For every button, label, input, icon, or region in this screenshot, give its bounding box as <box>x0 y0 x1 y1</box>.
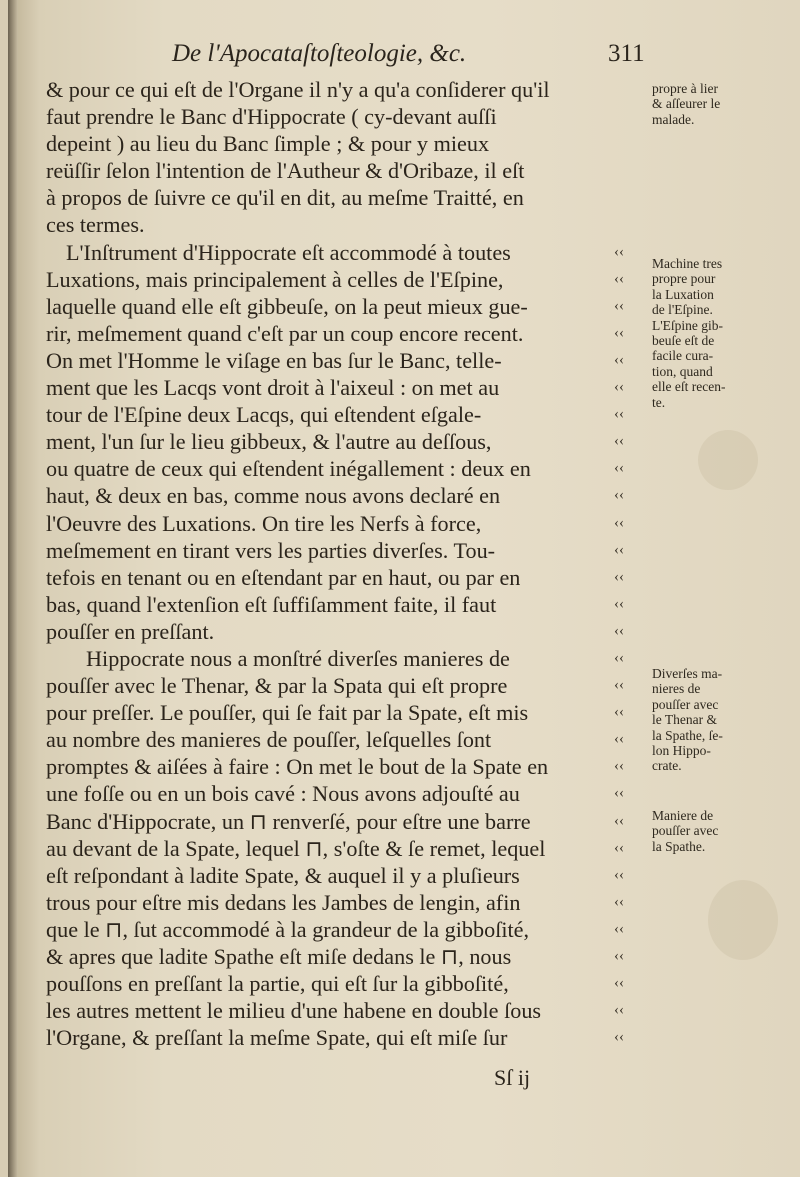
text-line-content: L'Inſtrument d'Hippocrate eſt accommodé à toutes <box>66 239 511 265</box>
text-line-content: pouſſer avec le Thenar, & par la Spata qui eſt propre <box>46 673 508 699</box>
margin-note-line: nieres de <box>652 681 701 697</box>
margin-note-line: facile cura- <box>652 348 714 364</box>
quote-mark: ‹‹ <box>614 433 624 450</box>
quote-mark: ‹‹ <box>614 920 624 937</box>
margin-note-line: Maniere de <box>652 808 714 823</box>
text-line <box>46 103 642 130</box>
running-header <box>172 40 682 80</box>
margin-note-line: beuſe eſt de <box>652 333 715 349</box>
text-line <box>46 130 642 157</box>
quoted-line <box>46 591 624 618</box>
book-gutter <box>8 0 18 1177</box>
margin-note-line: pouſſer avec <box>652 823 719 839</box>
quote-mark: ‹‹ <box>614 866 624 883</box>
quoted-line <box>46 320 624 347</box>
margin-note-line: la Spathe. <box>652 838 706 854</box>
text-line-content: Luxations, mais principalement à celles de l'Eſpine, <box>46 266 504 292</box>
text-line-content: & pour ce qui eſt de l'Organe il n'y a qu'a conſiderer qu'il <box>46 77 550 102</box>
quoted-line <box>46 835 624 862</box>
quoted-line <box>46 455 624 482</box>
margin-note-line: crate. <box>652 758 682 774</box>
quoted-line <box>46 808 624 835</box>
signature-mark: Sſ ij <box>494 1065 531 1090</box>
text-line-content: On met l'Homme le viſage en bas ſur le Banc, telle- <box>46 347 502 373</box>
quote-mark: ‹‹ <box>614 568 624 585</box>
quote-mark: ‹‹ <box>614 785 624 802</box>
page-number: 311 <box>608 40 645 67</box>
text-line-content: que le ⊓, ſut accommodé à la grandeur de la gibboſité, <box>46 916 530 942</box>
body-text <box>46 76 642 1051</box>
quote-mark: ‹‹ <box>614 948 624 964</box>
quoted-line <box>46 401 624 428</box>
margin-note-line: te. <box>652 394 666 410</box>
quote-mark: ‹‹ <box>614 379 624 396</box>
quoted-line <box>46 780 624 807</box>
margin-note-thenar <box>652 666 782 774</box>
text-line-content: ces termes. <box>46 212 145 238</box>
quoted-line <box>46 645 624 672</box>
quote-mark: ‹‹ <box>614 541 624 558</box>
quoted-line <box>46 943 624 970</box>
margin-note-line: lon Hippo- <box>652 743 711 759</box>
margin-note-line: propre pour <box>652 271 716 287</box>
text-line <box>46 211 642 238</box>
text-line-content: l'Oeuvre des Luxations. On tire les Nerfs à force, <box>46 510 482 536</box>
quote-mark: ‹‹ <box>614 704 624 721</box>
text-line-content: meſmement en tirant vers les parties diverſes. Tou- <box>46 537 496 563</box>
paper-stain <box>698 430 758 490</box>
quote-mark: ‹‹ <box>614 406 624 423</box>
margin-note-spine-machine <box>652 256 782 410</box>
quoted-line <box>46 564 624 591</box>
text-line-content: à propos de ſuivre ce qu'il en dit, au meſme Traitté, en <box>46 185 524 211</box>
quote-mark: ‹‹ <box>614 243 624 260</box>
quote-mark: ‹‹ <box>614 649 624 666</box>
quote-mark: ‹‹ <box>614 324 624 341</box>
text-line-content: & apres que ladite Spathe eſt miſe dedans le ⊓, nous <box>46 944 512 969</box>
quoted-line <box>46 428 624 455</box>
margin-note-line: la Luxation <box>652 286 714 302</box>
quote-mark: ‹‹ <box>614 975 624 992</box>
quoted-line <box>46 293 624 320</box>
quoted-line <box>46 862 624 889</box>
quote-mark: ‹‹ <box>614 839 624 856</box>
margin-note-line: elle eſt recen- <box>652 379 726 395</box>
margin-note-line: Diverſes ma- <box>652 666 723 681</box>
quoted-line <box>46 916 624 943</box>
text-line <box>46 157 642 184</box>
quoted-line <box>46 726 624 753</box>
quoted-line <box>46 374 624 401</box>
margin-note-line: tion, quand <box>652 363 713 379</box>
margin-note-line: malade. <box>652 111 695 127</box>
text-line-content: eſt reſpondant à ladite Spate, & auquel il y a pluſieurs <box>46 862 520 888</box>
quoted-line <box>46 537 624 564</box>
margin-note-line: propre à lier <box>652 81 718 96</box>
quote-mark: ‹‹ <box>614 595 624 612</box>
text-line-content: ment que les Lacqs vont droit à l'aixeul : on met au <box>46 375 500 401</box>
text-line-content: ment, l'un ſur le lieu gibbeux, & l'autre au deſſous, <box>46 429 492 455</box>
quote-mark: ‹‹ <box>614 812 624 829</box>
quoted-line <box>46 347 624 374</box>
quote-mark: ‹‹ <box>614 514 624 531</box>
margin-note-line: la Spathe, ſe- <box>652 727 723 743</box>
margin-note-line: le Thenar & <box>652 712 717 728</box>
text-line-content: haut, & deux en bas, comme nous avons declaré en <box>46 483 501 509</box>
margin-note-line: & aſſeurer le <box>652 96 721 112</box>
margin-note-binding <box>652 81 782 127</box>
text-line-content: promptes & aiſées à faire : On met le bout de la Spate en <box>46 754 549 780</box>
quoted-line <box>46 482 624 509</box>
quote-mark: ‹‹ <box>614 758 624 775</box>
quoted-line <box>46 266 624 293</box>
text-line-content: au nombre des manieres de pouſſer, leſquelles ſont <box>46 727 492 753</box>
quote-mark: ‹‹ <box>614 270 624 287</box>
margin-note-line: Machine tres <box>652 256 723 271</box>
margin-note-line: L'Eſpine gib- <box>652 317 724 333</box>
text-line-content: Hippocrate nous a monſtré diverſes manieres de <box>86 645 510 671</box>
running-title: De l'Apocataſtoſteologie, &c. <box>172 40 467 67</box>
quote-mark: ‹‹ <box>614 297 624 314</box>
quote-mark: ‹‹ <box>614 677 624 694</box>
quote-mark: ‹‹ <box>614 1002 624 1019</box>
quoted-line <box>46 618 624 645</box>
quoted-line <box>46 672 624 699</box>
quoted-line <box>46 510 624 537</box>
text-line-content: une foſſe ou en un bois cavé : Nous avons adjouſté au <box>46 781 520 807</box>
text-line <box>46 184 642 211</box>
quoted-line <box>46 970 624 997</box>
text-line-content: depeint ) au lieu du Banc ſimple ; & pour y mieux <box>46 131 490 157</box>
text-line-content: reüſſir ſelon l'intention de l'Autheur & d'Oribaze, il eſt <box>46 158 525 184</box>
text-line-content: les autres mettent le milieu d'une habene en double ſous <box>46 998 542 1024</box>
quoted-line <box>46 239 624 266</box>
margin-note-line: de l'Eſpine. <box>652 302 713 318</box>
quoted-line <box>46 889 624 916</box>
paper-stain <box>708 880 778 960</box>
text-line-content: pour preſſer. Le pouſſer, qui ſe fait par la Spate, eſt mis <box>46 700 529 726</box>
text-line-content: ou quatre de ceux qui eſtendent inégallement : deux en <box>46 456 531 482</box>
text-line-content: au devant de la Spate, lequel ⊓, s'oſte & ſe remet, lequel <box>46 835 546 861</box>
quote-mark: ‹‹ <box>614 487 624 504</box>
text-line-content: pouſſer en preſſant. <box>46 618 215 644</box>
quote-mark: ‹‹ <box>614 351 624 368</box>
margin-note-spathe <box>652 808 782 854</box>
quote-mark: ‹‹ <box>614 1029 624 1046</box>
quoted-line <box>46 997 624 1024</box>
text-line-content: l'Organe, & preſſant la meſme Spate, qui eſt miſe ſur <box>46 1025 508 1051</box>
text-line-content: rir, meſmement quand c'eſt par un coup encore recent. <box>46 320 524 346</box>
text-line <box>46 76 642 103</box>
text-line-content: pouſſons en preſſant la partie, qui eſt ſur la gibboſité, <box>46 971 509 997</box>
text-line-content: faut prendre le Banc d'Hippocrate ( cy-devant auſſi <box>46 104 497 130</box>
text-line-content: bas, quand l'extenſion eſt ſuffiſamment faite, il faut <box>46 591 497 617</box>
quote-mark: ‹‹ <box>614 460 624 477</box>
quoted-line <box>46 1024 624 1051</box>
quote-mark: ‹‹ <box>614 622 624 639</box>
quote-mark: ‹‹ <box>614 731 624 748</box>
text-line-content: laquelle quand elle eſt gibbeuſe, on la peut mieux gue- <box>46 293 528 319</box>
text-line-content: tour de l'Eſpine deux Lacqs, qui eſtendent eſgale- <box>46 402 482 428</box>
quoted-line <box>46 753 624 780</box>
text-line-content: tefois en tenant ou en eſtendant par en haut, ou par en <box>46 564 521 590</box>
margin-note-line: pouſſer avec <box>652 696 719 712</box>
text-line-content: Banc d'Hippocrate, un ⊓ renverſé, pour eſtre une barre <box>46 808 531 834</box>
quoted-line <box>46 699 624 726</box>
text-line-content: trous pour eſtre mis dedans les Jambes de lengin, afin <box>46 889 521 915</box>
quote-mark: ‹‹ <box>614 893 624 910</box>
